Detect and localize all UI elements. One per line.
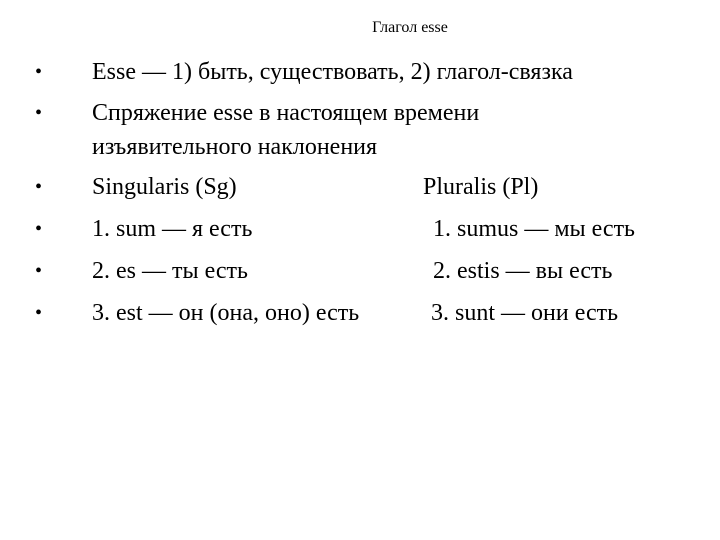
singularis-header: Singularis (Sg) <box>92 174 237 200</box>
second-person-plural: 2. estis — вы есть <box>433 258 613 284</box>
first-person-plural: 1. sumus — мы есть <box>433 216 635 242</box>
bullet-marker: • <box>35 102 43 124</box>
pluralis-header: Pluralis (Pl) <box>423 174 539 200</box>
third-person-singular: 3. est — он (она, оно) есть <box>92 300 360 326</box>
third-person-plural: 3. sunt — они есть <box>431 300 619 326</box>
definition-text: Esse — 1) быть, существовать, 2) глагол-связка <box>92 59 573 85</box>
second-person-singular: 2. es — ты есть <box>92 258 248 284</box>
bullet-marker: • <box>35 176 43 198</box>
first-person-singular: 1. sum — я есть <box>92 216 253 242</box>
bullet-marker: • <box>35 260 43 282</box>
bullet-marker: • <box>35 61 43 83</box>
conjugation-heading-text: Спряжение esse в настоящем времени <box>92 100 480 126</box>
slide-title: Глагол esse <box>372 19 448 36</box>
bullet-marker: • <box>35 218 43 240</box>
bullet-marker: • <box>35 302 43 324</box>
conjugation-heading-continuation: изъявительного наклонения <box>92 134 378 160</box>
